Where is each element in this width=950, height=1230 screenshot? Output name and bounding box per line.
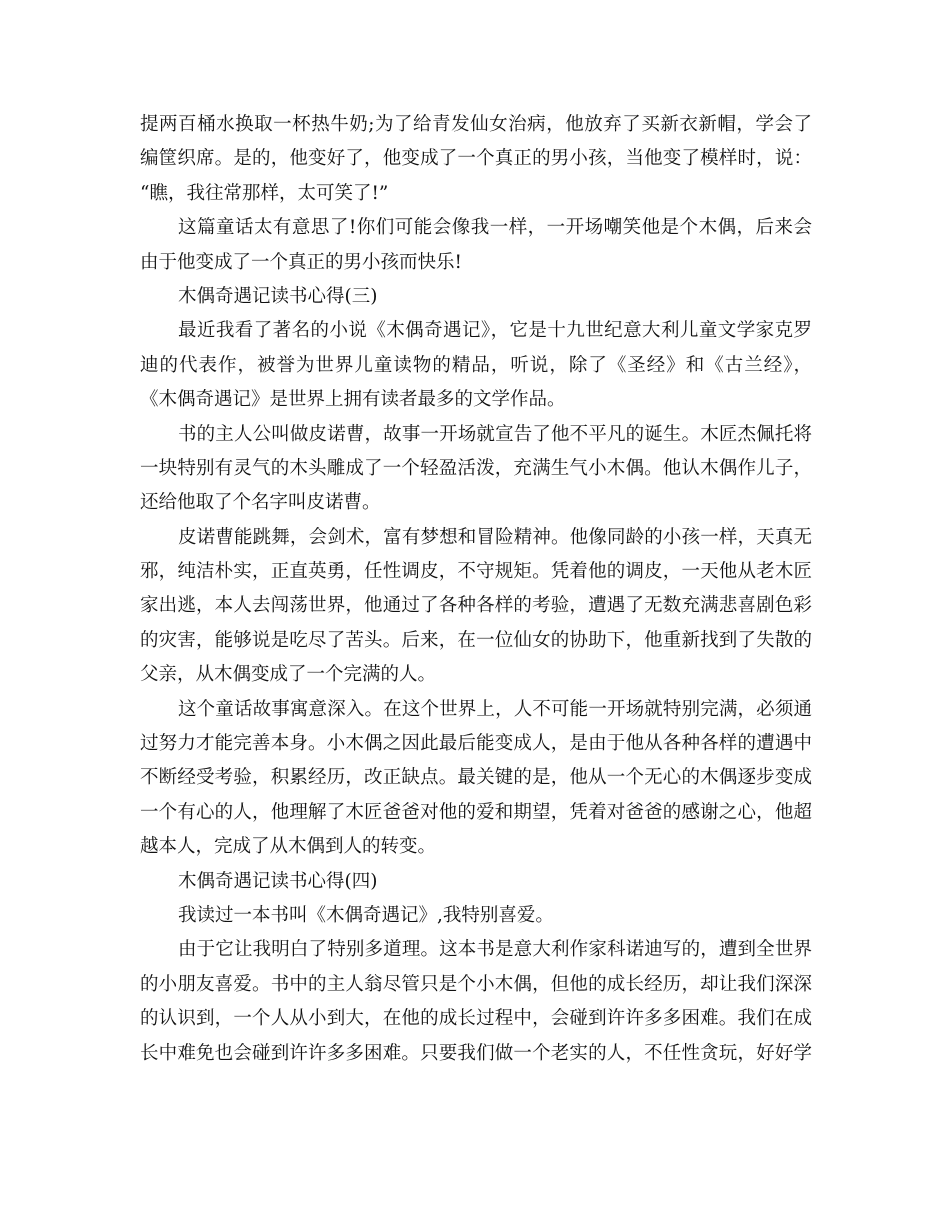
text-line: 的小朋友喜爱。书中的主人翁尽管只是个小木偶，但他的成长经历，却让我们深深	[140, 973, 812, 995]
text-line: 父亲，从木偶变成了一个完满的人。	[140, 664, 437, 686]
text-line: 由于它让我明白了特别多道理。这本书是意大利作家科诺迪写的，遭到全世界	[178, 939, 812, 961]
text-line: 一块特别有灵气的木头雕成了一个轻盈活泼，充满生气小木偶。他认木偶作儿子，	[140, 457, 812, 479]
text-line: 木偶奇遇记读书心得(四)	[178, 870, 378, 892]
text-line: “瞧，我往常那样，太可笑了!”	[140, 182, 389, 204]
text-line: 家出逃，本人去闯荡世界，他通过了各种各样的考验，遭遇了无数充满悲喜剧色彩	[140, 595, 812, 617]
text-line: 还给他取了个名字叫皮诺曹。	[140, 492, 381, 514]
text-line: 木偶奇遇记读书心得(三)	[178, 285, 378, 307]
text-line: 皮诺曹能跳舞，会剑术，富有梦想和冒险精神。他像同龄的小孩一样，天真无	[178, 526, 812, 548]
text-line: 这个童话故事寓意深入。在这个世界上，人不可能一开场就特别完满，必须通	[178, 698, 812, 720]
text-line: 迪的代表作，被誉为世界儿童读物的精品，听说，除了《圣经》和《古兰经》，	[140, 354, 812, 376]
text-line: 这篇童话太有意思了!你们可能会像我一样，一开场嘲笑他是个木偶，后来会	[178, 217, 812, 239]
text-line: 邪，纯洁朴实，正直英勇，任性调皮，不守规矩。凭着他的调皮，一天他从老木匠	[140, 561, 812, 583]
text-line: 最近我看了著名的小说《木偶奇遇记》，它是十九世纪意大利儿童文学家克罗	[178, 320, 812, 342]
document-page	[140, 108, 812, 1071]
text-line: 不断经受考验，积累经历，改正缺点。最关键的是，他从一个无心的木偶逐步变成	[140, 767, 812, 789]
text-line: 书的主人公叫做皮诺曹，故事一开场就宣告了他不平凡的诞生。木匠杰佩托将	[178, 423, 812, 445]
text-line: 的认识到，一个人从小到大，在他的成长过程中，会碰到许许多多困难。我们在成	[140, 1008, 812, 1030]
text-line: 《木偶奇遇记》是世界上拥有读者最多的文学作品。	[140, 389, 566, 411]
text-line: 的灾害，能够说是吃尽了苦头。后来，在一位仙女的协助下，他重新找到了失散的	[140, 629, 812, 651]
text-line: 编筐织席。是的，他变好了，他变成了一个真正的男小孩，当他变了模样时，说：	[140, 148, 812, 170]
text-line: 越本人，完成了从木偶到人的转变。	[140, 836, 437, 858]
text-line: 过努力才能完善本身。小木偶之因此最后能变成人，是由于他从各种各样的遭遇中	[140, 733, 812, 755]
text-line: 由于他变成了一个真正的男小孩而快乐!	[140, 251, 462, 273]
text-line: 我读过一本书叫《木偶奇遇记》,我特别喜爱。	[178, 904, 554, 926]
text-line: 长中难免也会碰到许许多多困难。只要我们做一个老实的人，不任性贪玩，好好学	[140, 1042, 812, 1064]
text-line: 提两百桶水换取一杯热牛奶;为了给青发仙女治病，他放弃了买新衣新帽，学会了	[140, 114, 812, 135]
text-line: 一个有心的人，他理解了木匠爸爸对他的爱和期望，凭着对爸爸的感谢之心，他超	[140, 801, 812, 823]
